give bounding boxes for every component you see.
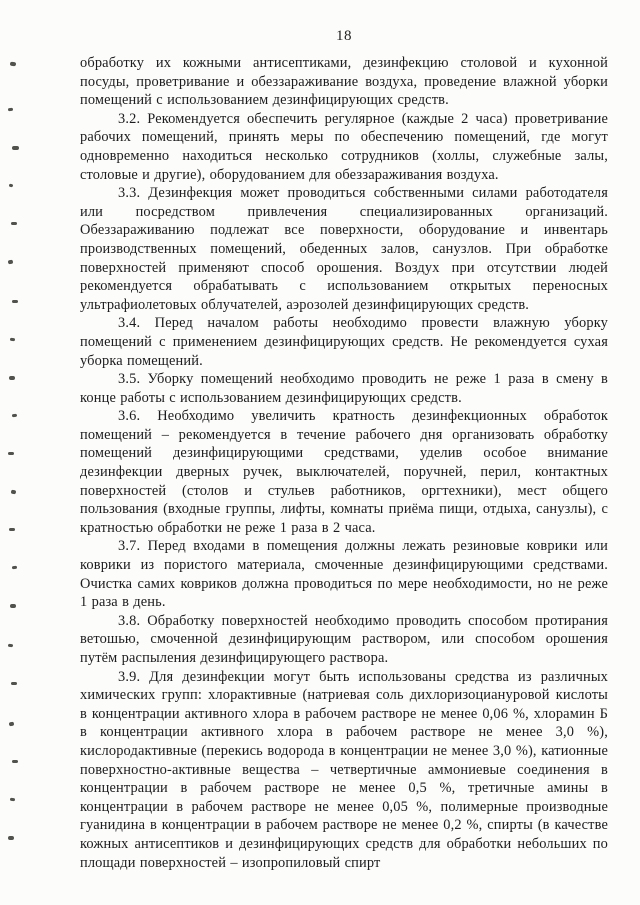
scan-artifact [8, 644, 13, 648]
scan-artifact [9, 184, 14, 188]
paragraph-3-9: 3.9. Для дезинфекции могут быть использованы средства из различных химических групп: хлорактивные (натриевая соль дихлоризоциануровой кислоты в концентрации активного хлора в рабочем растворе не менее 0,06 %, хлорамин Б в концентрации активного хлора в рабочем растворе не менее 3,0 %), кислородактивные (перекись водорода в концентрации не менее 3,0 %), катионные поверхностно-активные вещества – четвертичные аммониевые соединения в концентрации в рабочем растворе не менее 0,5 %, третичные амины в концентрации в рабочем растворе не менее 0,05 %, полимерные производные гуанидина в концентрации в рабочем растворе не менее 0,2 %, спирты (в качестве кожных антисептиков и дезинфицирующих средств для обработки небольших по площади поверхностей – изопропиловый спирт [80, 668, 608, 871]
scan-artifact [10, 62, 16, 67]
scan-artifact [8, 836, 14, 840]
scan-artifact [9, 722, 15, 727]
paragraph-3-3: 3.3. Дезинфекция может проводиться собственными силами работодателя или посредством привлечения специализированных организаций. Обеззараживанию подлежат все поверхности, оборудование и инвентарь производственных помещений, обеденных залов, санузлов. При обработке поверхностей применяют способ орошения. Воздух при отсутствии людей рекомендуется обрабатывать с использованием открытых переносных ультрафиолетовых облучателей, аэрозолей дезинфицирующих средств. [80, 185, 608, 313]
scan-artifact [10, 604, 16, 608]
scan-artifact [10, 798, 15, 801]
scan-artifact [12, 566, 17, 569]
scan-artifact [11, 682, 17, 685]
paragraph-3-7: 3.7. Перед входами в помещения должны лежать резиновые коврики или коврики из пористого материала, смоченные дезинфицирующими средствами. Очистка самих ковриков должна проводиться по мере необходимости, но не реже 1 раза в день. [80, 538, 608, 611]
scan-artifact [11, 222, 17, 225]
scan-artifact [8, 260, 14, 265]
scan-artifact [12, 300, 18, 303]
paragraph-3-5: 3.5. Уборку помещений необходимо проводить не реже 1 раза в смену в конце работы с использованием дезинфицирующих средств. [80, 371, 608, 406]
page-number: 18 [336, 28, 352, 44]
document-body [80, 54, 608, 872]
paragraph-3-6: 3.6. Необходимо увеличить кратность дезинфекционных обработок помещений – рекомендуется в течение рабочего дня организовать обработку помещений дезинфицирующими средствами, уделив особое внимание дезинфекции дверных ручек, выключателей, поручней, перил, контактных поверхностей (столов и стульев работников, оргтехники), мест общего пользования (входные группы, лифты, комнаты приёма пищи, отдыха, санузлы), с кратностью обработки не реже 1 раза в 2 часа. [80, 408, 608, 536]
scan-artifact [12, 414, 17, 418]
paragraph-3-4: 3.4. Перед началом работы необходимо провести влажную уборку помещений с применением дезинфицирующих средств. Не рекомендуется сухая уборка помещений. [80, 315, 608, 369]
scan-artifact [8, 452, 14, 455]
scan-artifact [9, 528, 15, 531]
paragraph-continuation: обработку их кожными антисептиками, дезинфекцию столовой и кухонной посуды, проветривание и обеззараживание воздуха, проведение влажной уборки помещений с использованием дезинфицирующих средств. [80, 55, 608, 109]
scan-artifact [12, 760, 18, 763]
paragraph-3-2: 3.2. Рекомендуется обеспечить регулярное (каждые 2 часа) проветривание рабочих помещений, принять меры по обеспечению помещений, где могут одновременно находиться несколько сотрудников (холлы, служебные залы, столовые и другие), оборудованием для обеззараживания воздуха. [80, 110, 608, 183]
scan-artifact [10, 338, 15, 342]
scan-artifact [12, 146, 19, 150]
scan-artifact [11, 490, 17, 495]
scan-artifact [8, 108, 13, 112]
scan-artifact [9, 376, 15, 380]
paragraph-3-8: 3.8. Обработку поверхностей необходимо проводить способом протирания ветошью, смоченной дезинфицирующим раствором, или способом орошения путём распыления дезинфицирующего раствора. [80, 612, 608, 666]
